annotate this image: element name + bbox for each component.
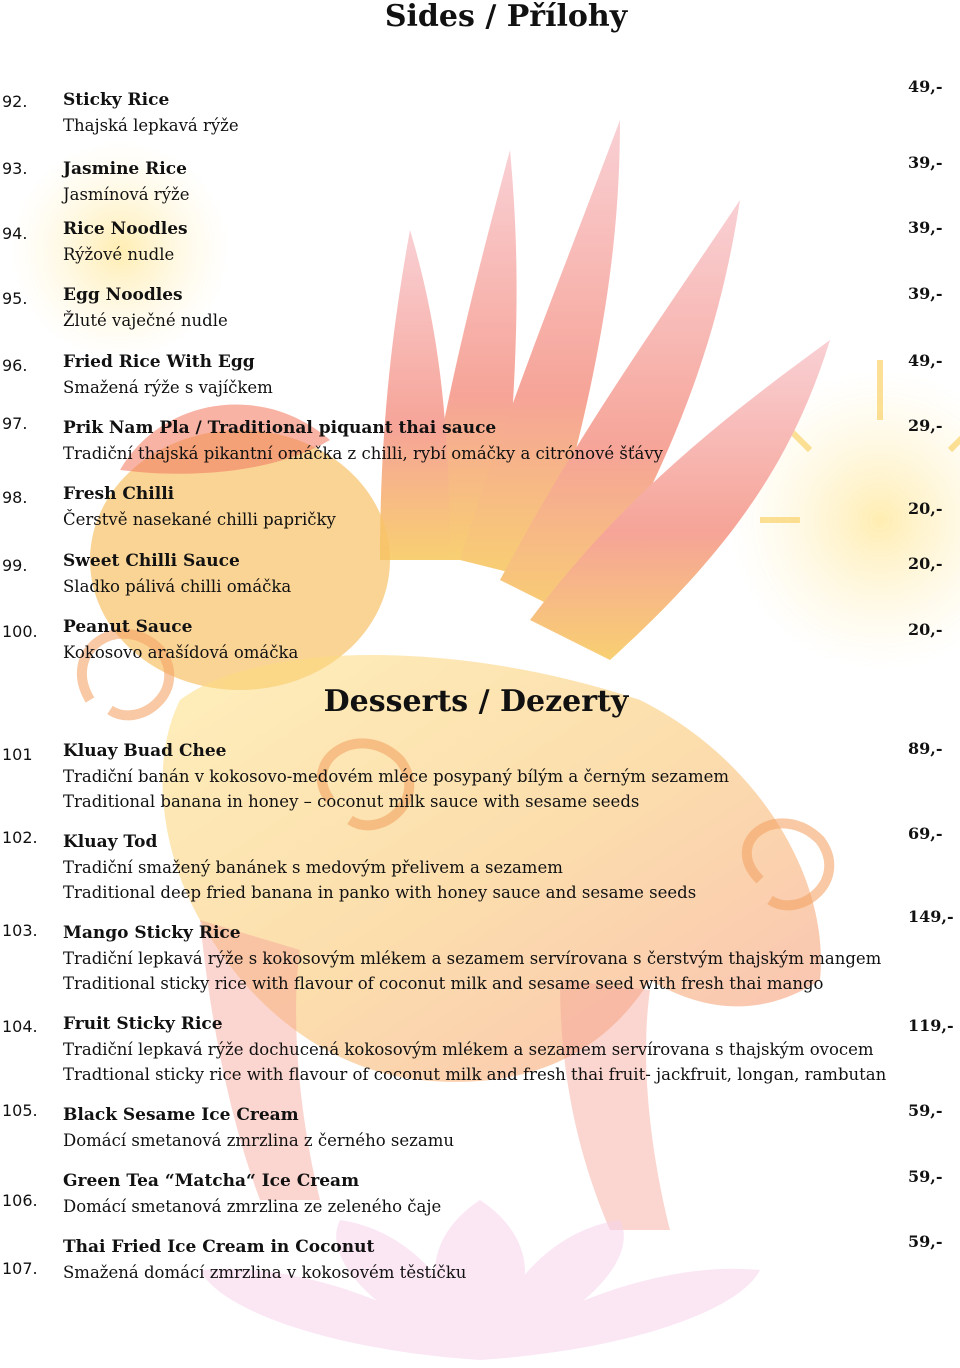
item-price: 59,- — [908, 1232, 943, 1251]
item-name: Mango Sticky Rice — [63, 923, 241, 943]
item-description-en: Tradtional sticky rice with flavour of coconut milk and fresh thai fruit- jackfruit, longan, rambutan — [63, 1065, 887, 1084]
item-description-cz: Tradiční lepkavá rýže dochucená kokosovým mlékem a sezamem servírovana s thajským ovocem — [63, 1040, 874, 1059]
item-description: Čerstvě nasekané chilli papričky — [63, 510, 336, 529]
item-price: 89,- — [908, 739, 943, 758]
item-description-en: Traditional sticky rice with flavour of coconut milk and sesame seed with fresh thai mango — [63, 974, 824, 993]
item-number: 98. — [2, 488, 28, 507]
item-name: Fruit Sticky Rice — [63, 1014, 223, 1034]
item-description: Domácí smetanová zmrzlina ze zeleného čaje — [63, 1197, 442, 1216]
item-description-en: Traditional banana in honey – coconut milk sauce with sesame seeds — [63, 792, 640, 811]
desserts-title: Desserts / Dezerty — [323, 684, 629, 719]
item-price: 39,- — [908, 153, 943, 172]
item-description: Tradiční thajská pikantní omáčka z chilli, rybí omáčky a citrónové šťávy — [63, 444, 663, 463]
item-number: 104. — [2, 1017, 38, 1036]
item-price: 69,- — [908, 824, 943, 843]
item-number: 105. — [2, 1101, 38, 1120]
item-number: 92. — [2, 92, 28, 111]
item-description: Jasmínová rýže — [63, 185, 190, 204]
item-price: 119,- — [908, 1016, 954, 1035]
item-price: 149,- — [908, 907, 954, 926]
item-description-en: Traditional deep fried banana in panko with honey sauce and sesame seeds — [63, 883, 697, 902]
item-number: 93. — [2, 159, 28, 178]
item-description: Kokosovo arašídová omáčka — [63, 643, 299, 662]
item-name: Prik Nam Pla / Traditional piquant thai sauce — [63, 418, 497, 438]
item-name: Sticky Rice — [63, 90, 170, 110]
item-description: Žluté vaječné nudle — [63, 311, 228, 330]
item-description: Rýžové nudle — [63, 245, 175, 264]
item-number: 106. — [2, 1191, 38, 1210]
item-price: 39,- — [908, 284, 943, 303]
item-price: 49,- — [908, 77, 943, 96]
item-name: Peanut Sauce — [63, 617, 193, 637]
item-number: 102. — [2, 828, 38, 847]
item-description: Thajská lepkavá rýže — [63, 116, 239, 135]
item-name: Rice Noodles — [63, 219, 188, 239]
item-number: 94. — [2, 224, 28, 243]
item-number: 96. — [2, 356, 28, 375]
item-price: 20,- — [908, 554, 943, 573]
item-description-cz: Tradiční banán v kokosovo-medovém mléce posypaný bílým a černým sezamem — [63, 767, 730, 786]
item-number: 99. — [2, 556, 28, 575]
item-name: Kluay Tod — [63, 832, 158, 852]
sides-title: Sides / Přílohy — [384, 0, 628, 34]
item-name: Kluay Buad Chee — [63, 741, 227, 761]
item-number: 100. — [2, 622, 38, 641]
item-description: Sladko pálivá chilli omáčka — [63, 577, 292, 596]
item-name: Thai Fried Ice Cream in Coconut — [63, 1237, 375, 1257]
item-number: 103. — [2, 921, 38, 940]
item-price: 39,- — [908, 218, 943, 237]
item-price: 59,- — [908, 1101, 943, 1120]
item-description: Smažená domácí zmrzlina v kokosovém těstíčku — [63, 1263, 467, 1282]
item-description: Smažená rýže s vajíčkem — [63, 378, 273, 397]
item-description-cz: Tradiční smažený banánek s medovým přelivem a sezamem — [63, 858, 563, 877]
item-name: Black Sesame Ice Cream — [63, 1105, 299, 1125]
item-price: 59,- — [908, 1167, 943, 1186]
item-name: Egg Noodles — [63, 285, 183, 305]
item-name: Green Tea “Matcha“ Ice Cream — [63, 1171, 360, 1191]
item-name: Sweet Chilli Sauce — [63, 551, 240, 571]
item-price: 20,- — [908, 620, 943, 639]
item-name: Fried Rice With Egg — [63, 352, 255, 372]
item-price: 49,- — [908, 351, 943, 370]
item-price: 29,- — [908, 416, 943, 435]
item-number: 101 — [2, 745, 33, 764]
item-price: 20,- — [908, 499, 943, 518]
item-number: 97. — [2, 414, 28, 433]
item-description: Domácí smetanová zmrzlina z černého sezamu — [63, 1131, 454, 1150]
item-number: 95. — [2, 289, 28, 308]
item-name: Jasmine Rice — [63, 159, 187, 179]
item-description-cz: Tradiční lepkavá rýže s kokosovým mlékem a sezamem servírovana s čerstvým thajským mangem — [63, 949, 882, 968]
item-name: Fresh Chilli — [63, 484, 175, 504]
item-number: 107. — [2, 1259, 38, 1278]
